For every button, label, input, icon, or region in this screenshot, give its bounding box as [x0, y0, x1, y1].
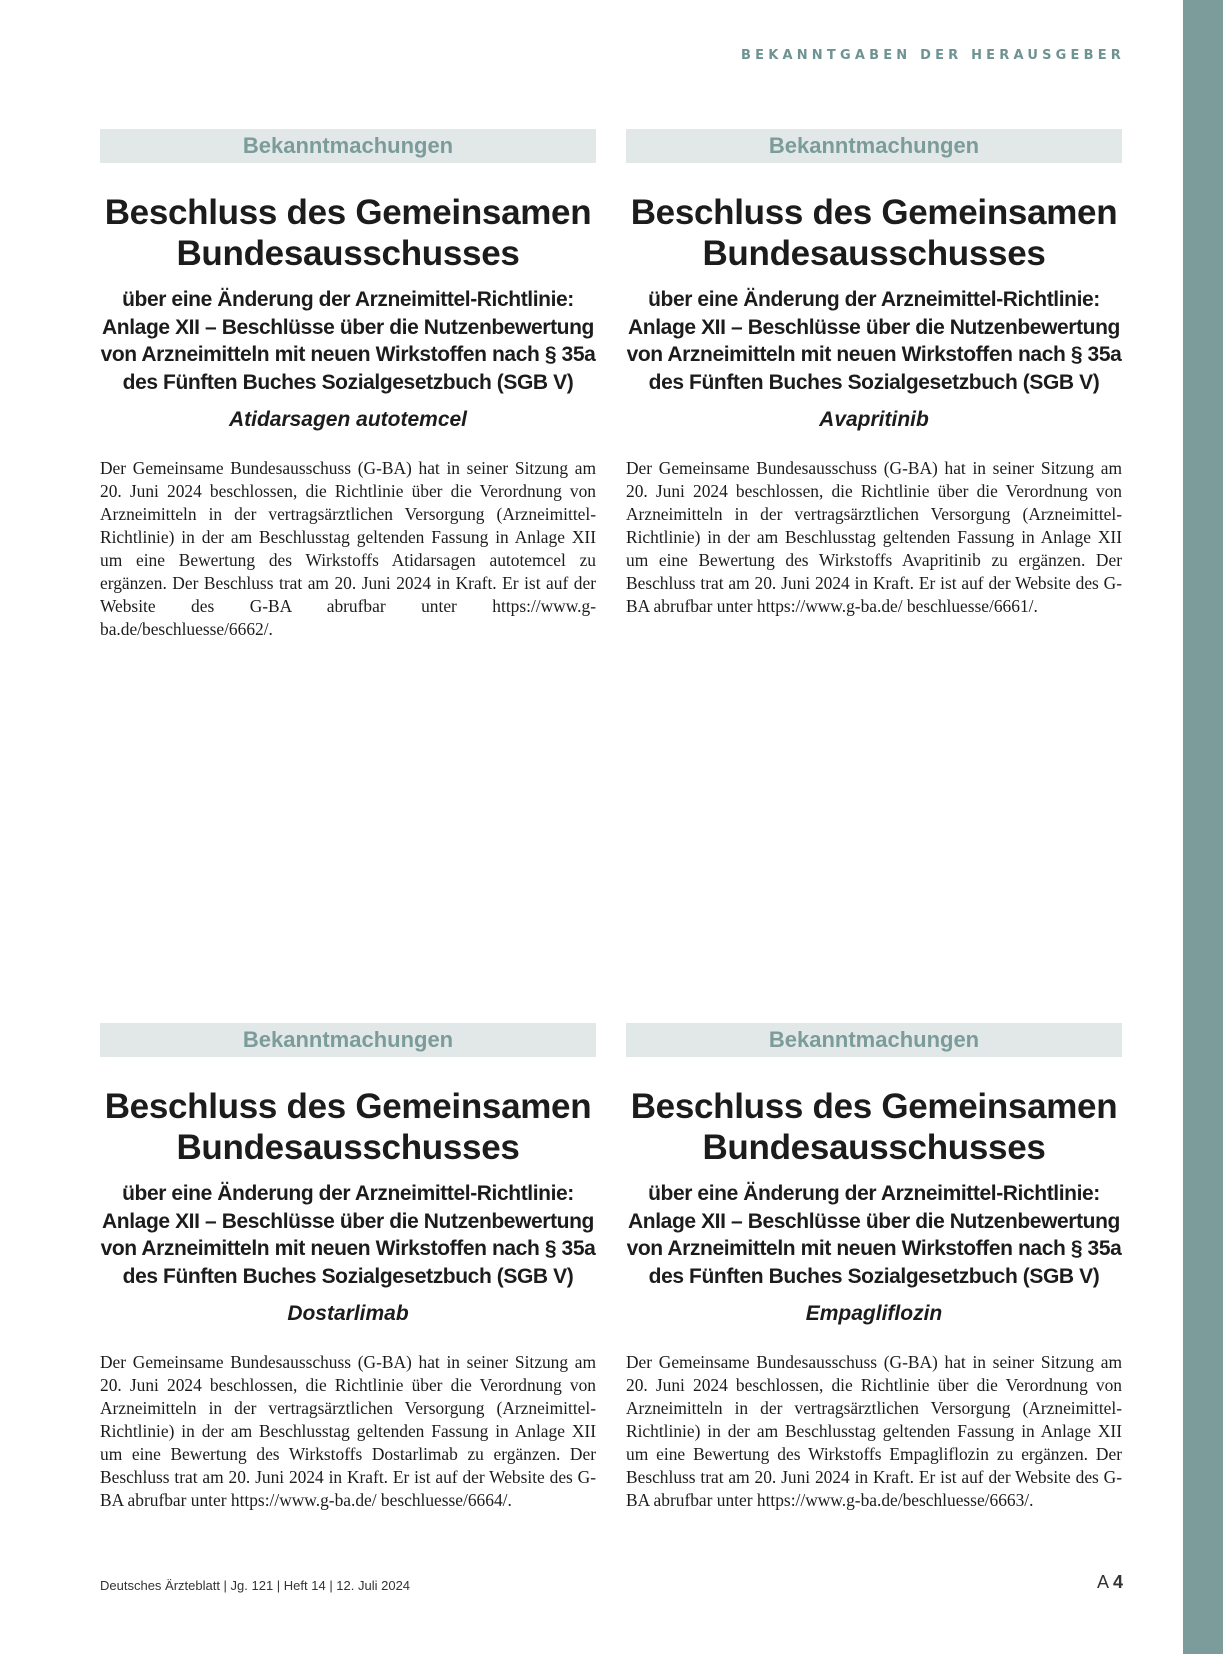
article-body: Der Gemeinsame Bundesausschuss (G-BA) hat in seiner Sitzung am 20. Juni 2024 beschlossen, die Richtlinie über die Verordnung von Arzneimitteln in der vertragsärztlichen Versorgung (Arzneimittel-Richtlinie) in der am Beschlusstag geltenden Fassung in Anlage XII um eine Bewertung des Wirkstoffs Dostarlimab zu ergänzen. Der Beschluss trat am 20. Juni 2024 in Kraft. Er ist auf der Website des G-BA abrufbar unter https://www.g-ba.de/ beschluesse/6664/. [100, 1352, 596, 1510]
article-avapritinib [626, 129, 1122, 618]
article-body: Der Gemeinsame Bundesausschuss (G-BA) hat in seiner Sitzung am 20. Juni 2024 beschlossen, die Richtlinie über die Verordnung von Arzneimitteln in der vertragsärztlichen Versorgung (Arzneimittel-Richtlinie) in der am Beschlusstag geltenden Fassung in Anlage XII um eine Bewertung des Wirkstoffs Avapritinib zu ergänzen. Der Beschluss trat am 20. Juni 2024 in Kraft. Er ist auf der Website des G-BA abrufbar unter https://www.g-ba.de/ beschluesse/6661/. [626, 458, 1122, 616]
footer-page-number [1097, 1572, 1123, 1593]
footer-journal-info: Deutsches Ärzteblatt | Jg. 121 | Heft 14 | 12. Juli 2024 [100, 1578, 411, 1593]
substance-name: Avapritinib [819, 408, 929, 431]
article-subtitle: über eine Änderung der Arzneimittel-Richtlinie: Anlage XII – Beschlüsse über die Nutzenbewertung von Arzneimitteln mit neuen Wirkstoffen nach § 35a des Fünften Buches Sozialgesetzbuch (SGB V) [100, 288, 596, 394]
article-title: Beschluss des Gemeinsamen Bundesausschusses [104, 193, 592, 273]
section-bar: Bekanntmachungen [100, 129, 596, 163]
page-prefix: A [1096, 1572, 1108, 1592]
running-head: BEKANNTGABEN DER HERAUSGEBER [741, 48, 1125, 63]
side-color-band [1183, 0, 1223, 1654]
article-atidarsagen [100, 129, 596, 641]
section-bar: Bekanntmachungen [626, 129, 1122, 163]
page-number: 4 [1112, 1572, 1123, 1592]
article-title: Beschluss des Gemeinsamen Bundesausschusses [104, 1087, 592, 1167]
substance-name: Dostarlimab [287, 1302, 409, 1325]
article-subtitle: über eine Änderung der Arzneimittel-Richtlinie: Anlage XII – Beschlüsse über die Nutzenbewertung von Arzneimitteln mit neuen Wirkstoffen nach § 35a des Fünften Buches Sozialgesetzbuch (SGB V) [626, 1182, 1122, 1288]
article-title: Beschluss des Gemeinsamen Bundesausschusses [630, 193, 1118, 273]
article-dostarlimab [100, 1023, 596, 1512]
article-body: Der Gemeinsame Bundesausschuss (G-BA) hat in seiner Sitzung am 20. Juni 2024 beschlossen, die Richtlinie über die Verordnung von Arzneimitteln in der vertragsärztlichen Versorgung (Arzneimittel-Richtlinie) in der am Beschlusstag geltenden Fassung in Anlage XII um eine Bewertung des Wirkstoffs Atidarsagen autotemcel zu ergänzen. Der Beschluss trat am 20. Juni 2024 in Kraft. Er ist auf der Website des G-BA abrufbar unter https://www.g-ba.de/beschluesse/6662/. [100, 458, 596, 639]
substance-name: Atidarsagen autotemcel [228, 408, 468, 431]
section-bar: Bekanntmachungen [100, 1023, 596, 1057]
article-subtitle: über eine Änderung der Arzneimittel-Richtlinie: Anlage XII – Beschlüsse über die Nutzenbewertung von Arzneimitteln mit neuen Wirkstoffen nach § 35a des Fünften Buches Sozialgesetzbuch (SGB V) [100, 1182, 596, 1288]
article-subtitle: über eine Änderung der Arzneimittel-Richtlinie: Anlage XII – Beschlüsse über die Nutzenbewertung von Arzneimitteln mit neuen Wirkstoffen nach § 35a des Fünften Buches Sozialgesetzbuch (SGB V) [626, 288, 1122, 394]
section-bar: Bekanntmachungen [626, 1023, 1122, 1057]
article-body: Der Gemeinsame Bundesausschuss (G-BA) hat in seiner Sitzung am 20. Juni 2024 beschlossen, die Richtlinie über die Verordnung von Arzneimitteln in der vertragsärztlichen Versorgung (Arzneimittel-Richtlinie) in der am Beschlusstag geltenden Fassung in Anlage XII um eine Bewertung des Wirkstoffs Empagliflozin zu ergänzen. Der Beschluss trat am 20. Juni 2024 in Kraft. Er ist auf der Website des G-BA abrufbar unter https://www.g-ba.de/beschluesse/6663/. [626, 1352, 1122, 1510]
article-title: Beschluss des Gemeinsamen Bundesausschusses [630, 1087, 1118, 1167]
article-empagliflozin [626, 1023, 1122, 1512]
substance-name: Empagliflozin [805, 1302, 943, 1325]
